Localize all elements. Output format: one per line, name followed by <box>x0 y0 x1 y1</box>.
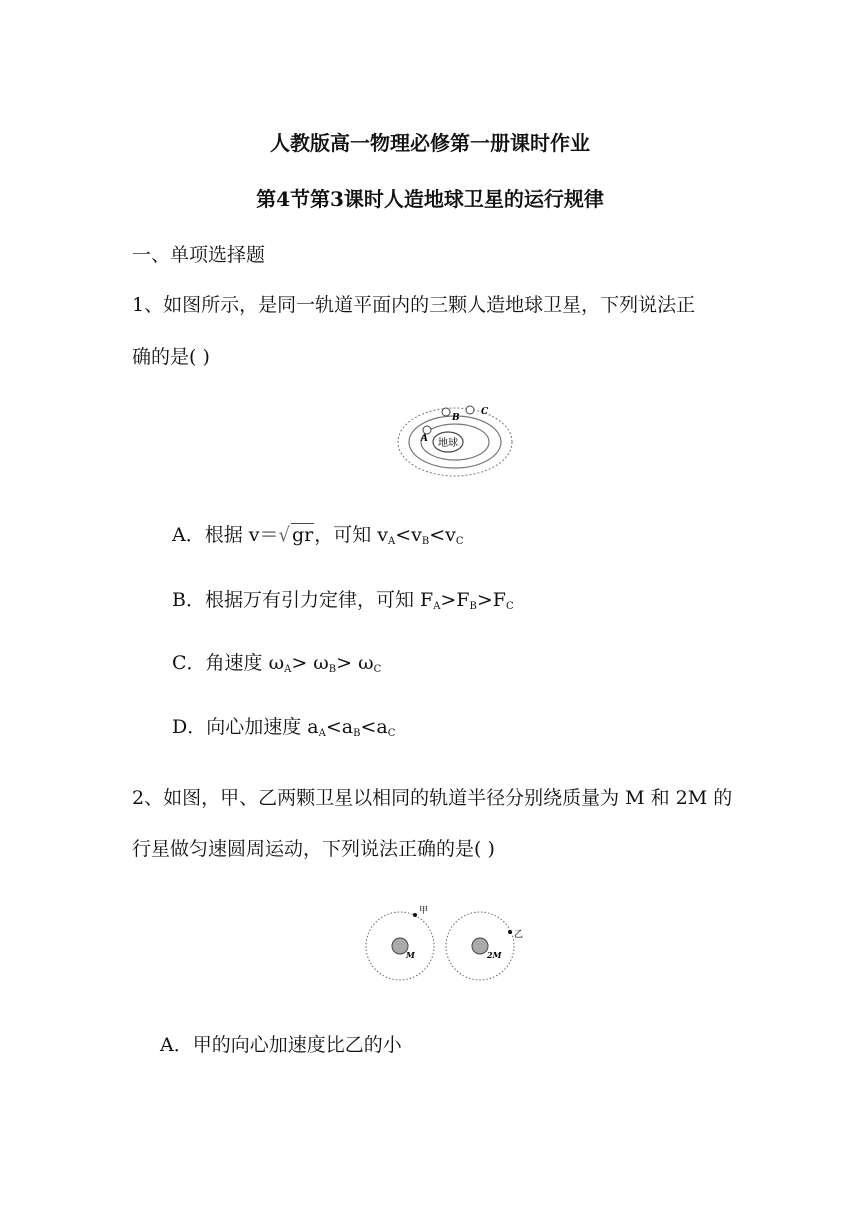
document-subtitle: 第4节第3课时人造地球卫星的运行规律 <box>256 187 604 211</box>
document-title: 人教版高一物理必修第一册课时作业 <box>270 131 590 155</box>
q2-orbit-diagram <box>362 902 532 986</box>
q2-stem-line1: 2、如图，甲、乙两颗卫星以相同的轨道半径分别绕质量为 M 和 2M 的 <box>132 787 733 809</box>
sqrt-sign: √ <box>278 523 290 548</box>
q2-stem-line2: 行星做匀速圆周运动，下列说法正确的是( ) <box>132 838 495 860</box>
q2-option-a: A．甲的向心加速度比乙的小 <box>160 1034 402 1056</box>
satellite-b-label: B <box>452 413 460 423</box>
satellite-jia-label: 甲 <box>419 906 429 916</box>
q1-option-b: B．根据万有引力定律，可知 $F_A>F_B>F_C$ <box>172 589 514 612</box>
satellite-b <box>442 408 450 416</box>
q1-orbit-diagram <box>395 400 523 480</box>
satellite-c-label: C <box>481 407 489 417</box>
q1-stem-line2: 确的是( ) <box>132 346 210 368</box>
section-heading: 一、单项选择题 <box>132 244 266 266</box>
satellite-jia <box>413 913 417 917</box>
q1-option-c: C．角速度 $\omega_A> \omega_B> \omega_C$ <box>172 652 382 675</box>
q1-option-d: D．向心加速度 $a_A<a_B<a_C$ <box>172 716 396 739</box>
earth-label: 地球 <box>438 438 458 449</box>
planet-2m <box>472 938 488 954</box>
planet-2m-label: 2M <box>487 950 502 960</box>
planet-m-label: M <box>406 950 415 960</box>
satellite-c <box>466 406 474 414</box>
satellite-yi <box>508 930 512 934</box>
satellite-a <box>423 426 431 434</box>
satellite-yi-label: 乙 <box>514 930 524 940</box>
q1-stem-line1: 1、如图所示，是同一轨道平面内的三颗人造地球卫星，下列说法正 <box>132 294 696 316</box>
satellite-a-label: A <box>421 434 428 444</box>
q1-option-a: A．根据 v＝√ gr，可知 $v_A<v_B<v_C$ <box>172 523 464 548</box>
